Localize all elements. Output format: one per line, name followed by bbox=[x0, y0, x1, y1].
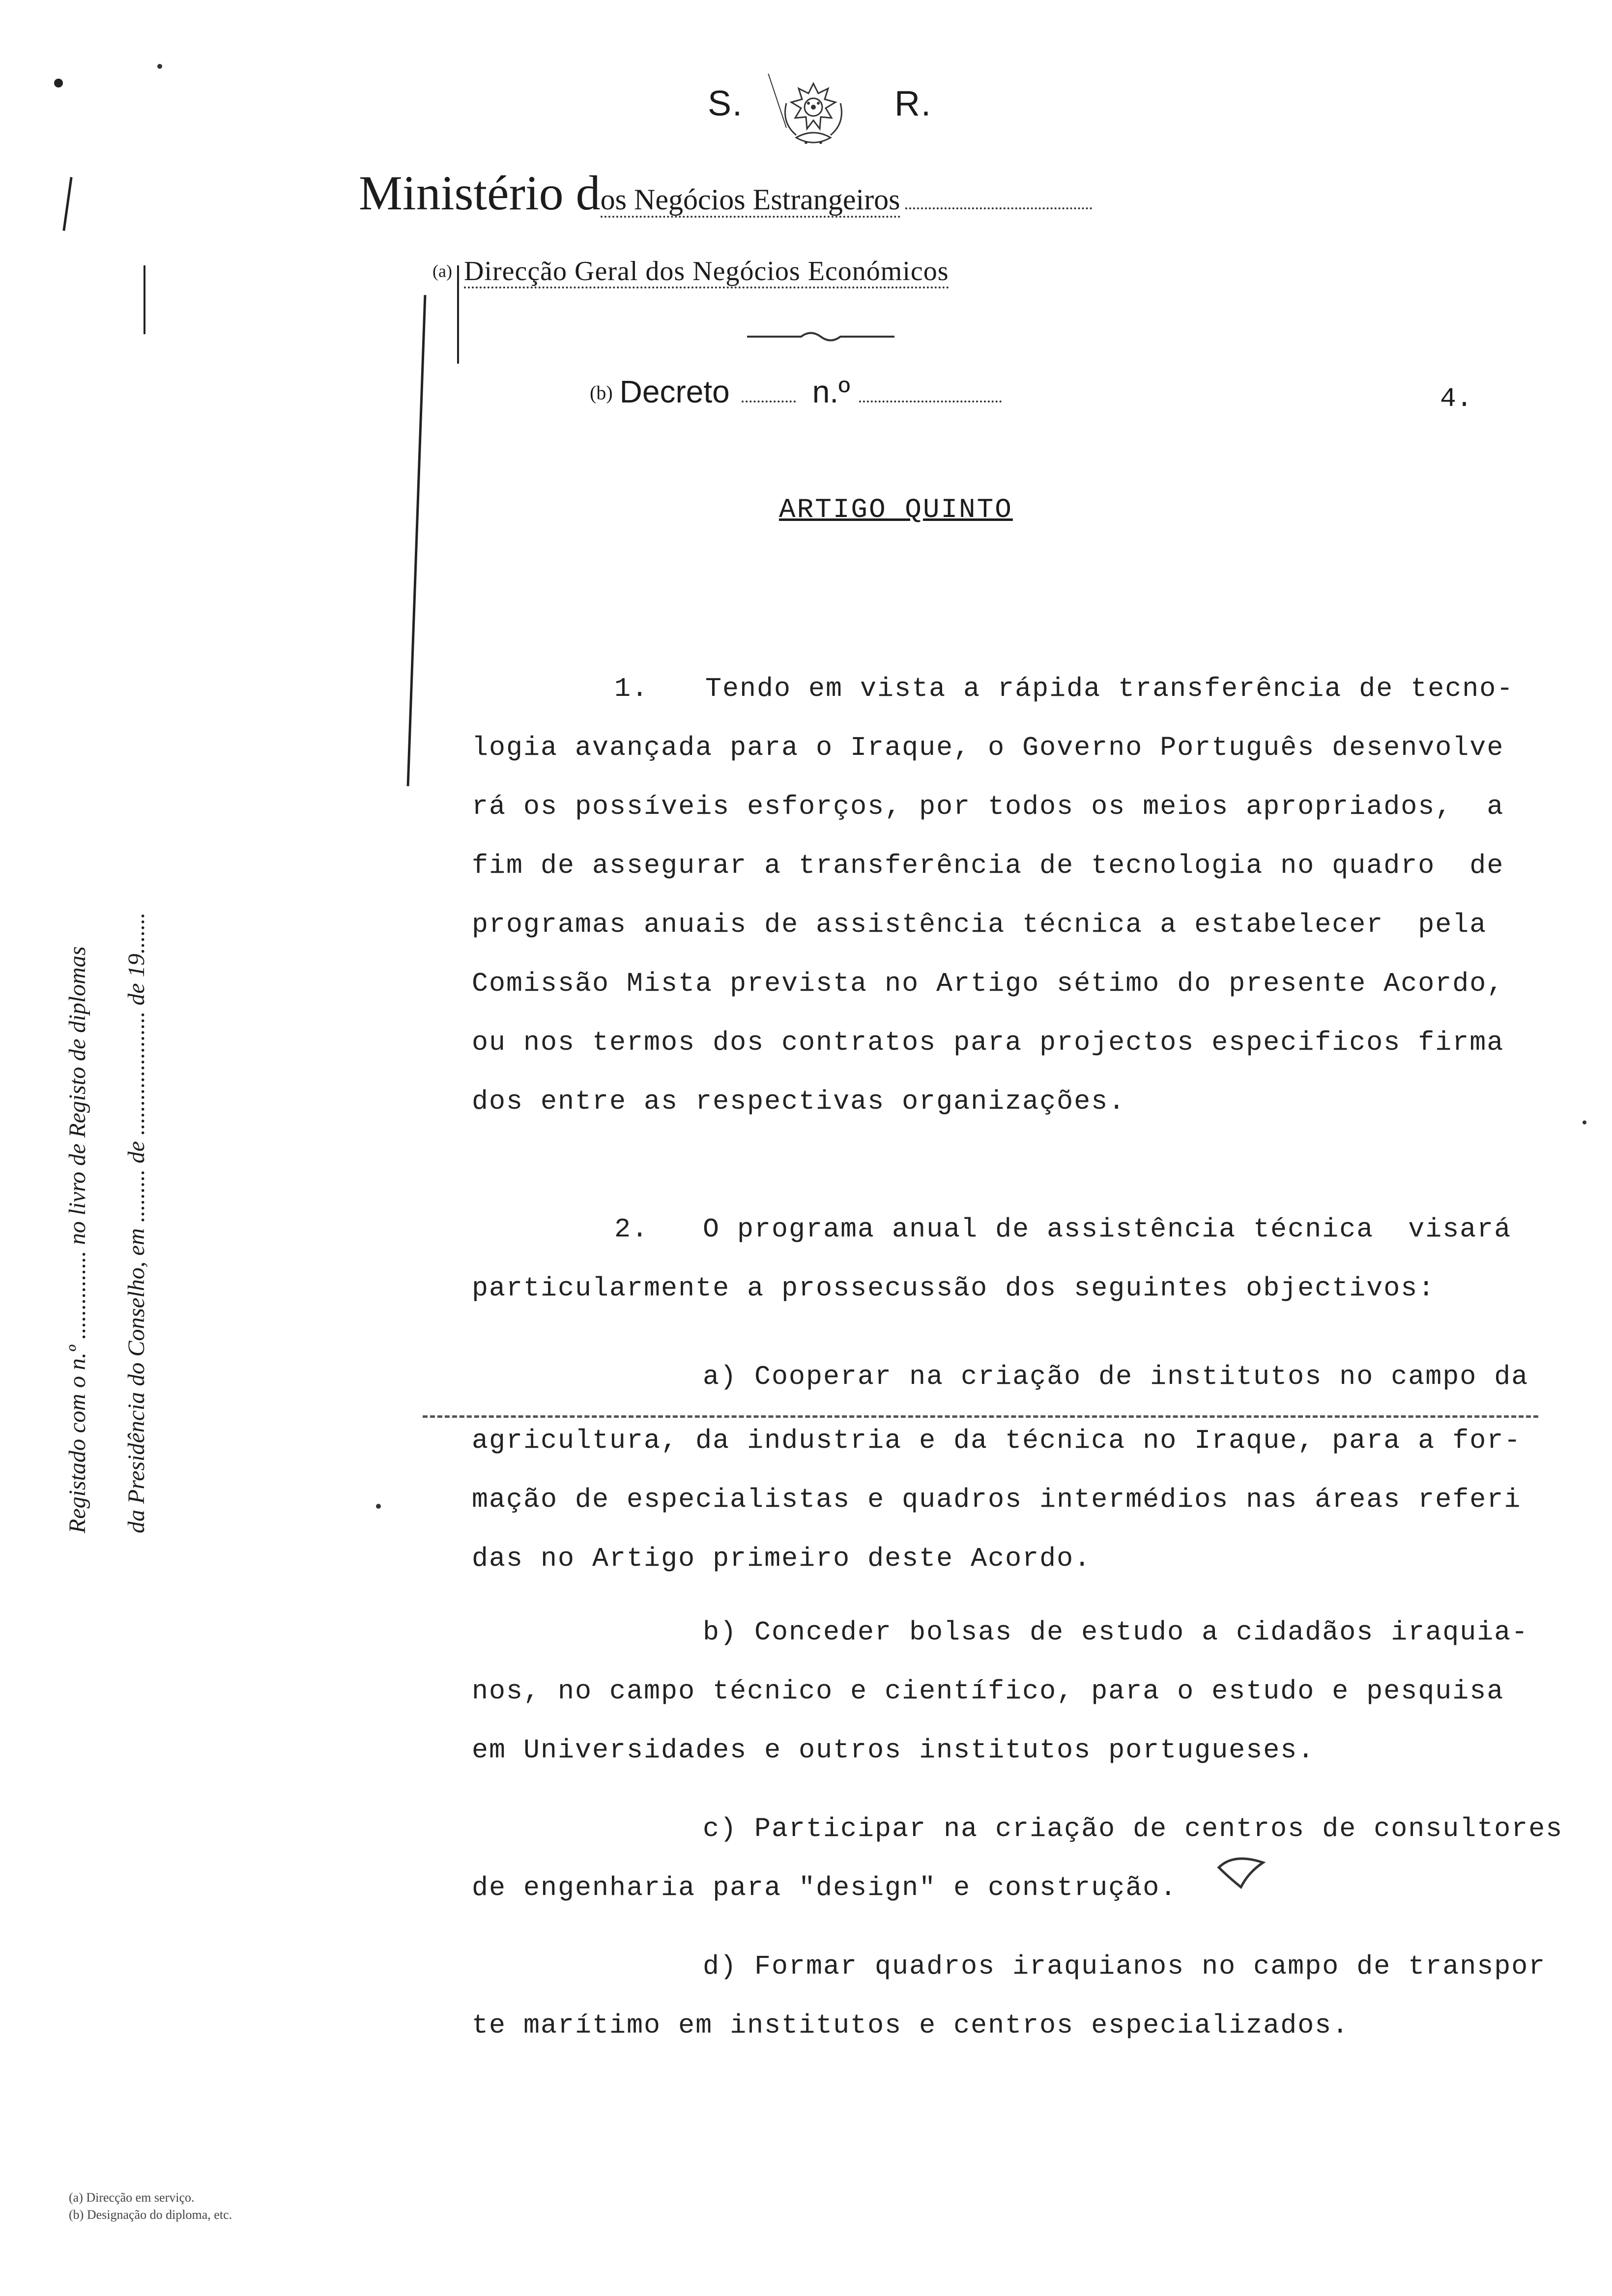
scan-speck bbox=[376, 1504, 381, 1509]
item-a-line: agricultura, da industria e da técnica no Iraque, para a for- bbox=[472, 1425, 1522, 1456]
item-a-dashed-rule bbox=[423, 1415, 1538, 1418]
paragraph1-line: rá os possíveis esforços, por todos os meios apropriados, a bbox=[472, 791, 1504, 822]
paragraph1-line: logia avançada para o Iraque, o Governo Português desenvolve bbox=[472, 732, 1504, 763]
item-d-line: d) Formar quadros iraquianos no campo de transpor bbox=[703, 1951, 1546, 1982]
paragraph2-number: 2. bbox=[614, 1214, 649, 1245]
margin-register-line1: Registado com o n.º ............... no livro de Registo de diplomas bbox=[64, 946, 90, 1533]
ministry-tail-text: os Negócios Estrangeiros bbox=[601, 183, 900, 218]
margin-rule-1 bbox=[62, 177, 72, 231]
sr-right-letter: R. bbox=[894, 84, 932, 123]
sr-left-letter: S. bbox=[708, 84, 744, 123]
item-a-line: a) Cooperar na criação de institutos no campo da bbox=[703, 1361, 1529, 1392]
paragraph1-line: Comissão Mista prevista no Artigo sétimo do presente Acordo, bbox=[472, 968, 1504, 999]
ministry-main-text: Ministério d bbox=[359, 166, 601, 220]
page-number: 4. bbox=[1440, 383, 1473, 414]
scan-speck bbox=[1583, 1120, 1586, 1124]
item-c-line: c) Participar na criação de centros de consultores bbox=[703, 1813, 1563, 1844]
decreto-dots-1 bbox=[742, 376, 796, 402]
paragraph1-line: ou nos termos dos contratos para projectos especificos firma bbox=[472, 1027, 1504, 1058]
scan-speck bbox=[54, 79, 63, 87]
paragraph1-line: fim de assegurar a transferência de tecnologia no quadro de bbox=[472, 850, 1504, 881]
margin-rule-2 bbox=[407, 295, 427, 786]
paragraph1-line: Tendo em vista a rápida transferência de tecno- bbox=[705, 673, 1514, 704]
article-title: ARTIGO QUINTO bbox=[779, 494, 1013, 525]
item-b-line: em Universidades e outros institutos portugueses. bbox=[472, 1735, 1315, 1766]
ministry-dots bbox=[905, 183, 1092, 209]
direccao-marker: (a) bbox=[432, 261, 452, 281]
margin-rule-3 bbox=[457, 265, 459, 364]
item-a-line: das no Artigo primeiro deste Acordo. bbox=[472, 1543, 1092, 1574]
decreto-marker: (b) bbox=[590, 381, 613, 404]
paragraph2-line: O programa anual de assistência técnica visará bbox=[703, 1214, 1512, 1245]
item-c-line: de engenharia para "design" e construção. bbox=[472, 1872, 1178, 1903]
scan-speck bbox=[157, 64, 162, 69]
paragraph1-line: dos entre as respectivas organizações. bbox=[472, 1086, 1126, 1117]
paragraph2-line: particularmente a prossecussão dos seguintes objectivos: bbox=[472, 1273, 1436, 1304]
margin-rule-4 bbox=[144, 265, 145, 334]
footnote-a: (a) Direcção em serviço. bbox=[69, 2190, 195, 2205]
paragraph1-line: programas anuais de assistência técnica a estabelecer pela bbox=[472, 909, 1487, 940]
decreto-number-label: n.º bbox=[812, 374, 850, 409]
ink-mark bbox=[1214, 1848, 1268, 1892]
item-b-line: nos, no campo técnico e científico, para o estudo e pesquisa bbox=[472, 1676, 1504, 1707]
footnote-b: (b) Designação do diploma, etc. bbox=[69, 2208, 232, 2222]
item-d-line: te marítimo em institutos e centros especializados. bbox=[472, 2010, 1350, 2041]
direccao-text: Direcção Geral dos Negócios Económicos bbox=[464, 256, 949, 288]
item-b-line: b) Conceder bolsas de estudo a cidadãos iraquia- bbox=[703, 1617, 1529, 1648]
decorative-rule bbox=[747, 327, 894, 346]
decreto-dots-2 bbox=[859, 376, 1002, 402]
coat-of-arms-emblem bbox=[767, 74, 860, 157]
item-a-line: mação de especialistas e quadros intermédios nas áreas referi bbox=[472, 1484, 1522, 1515]
decreto-line bbox=[590, 373, 1130, 423]
direccao-line bbox=[432, 256, 1268, 300]
ministry-line bbox=[359, 165, 1293, 229]
decreto-label: Decreto bbox=[619, 374, 730, 409]
margin-register-line2: da Presidência do Conselho, em ......... de ..................... de 19....... bbox=[123, 912, 149, 1533]
paragraph1-number: 1. bbox=[614, 673, 649, 704]
sr-header bbox=[688, 74, 963, 157]
